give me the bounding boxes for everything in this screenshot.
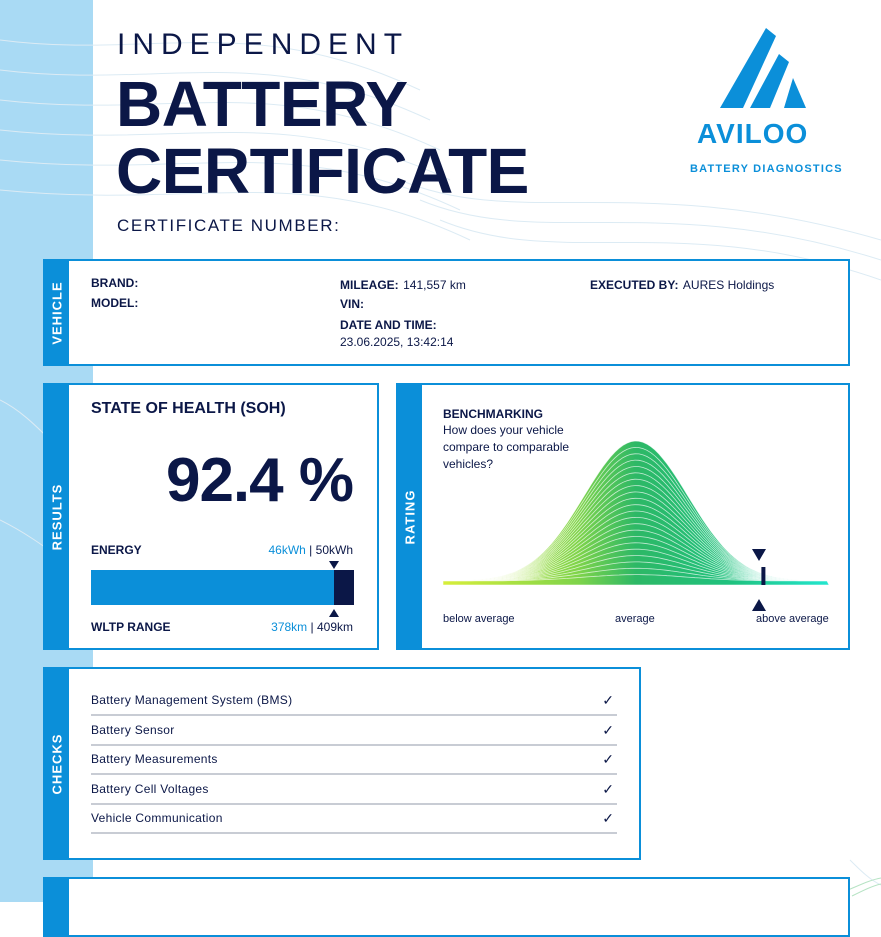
next-section-tab: [45, 879, 69, 935]
checks-tab: [45, 669, 69, 858]
check-label: Battery Sensor: [91, 722, 175, 737]
energy-original: 50kWh: [315, 543, 353, 557]
check-label: Battery Cell Voltages: [91, 781, 209, 796]
soh-bar: [91, 570, 354, 605]
checkmark-icon: ✓: [602, 810, 614, 826]
energy-current: 46kWh: [268, 543, 306, 557]
checkmark-icon: ✓: [602, 780, 614, 797]
energy-separator: |: [305, 543, 316, 557]
check-row: [91, 776, 617, 805]
mileage-label: MILEAGE:: [340, 278, 399, 292]
benchmark-title: BENCHMARKING: [443, 407, 543, 421]
checkmark-icon: ✓: [602, 721, 614, 738]
range-label: WLTP RANGE: [91, 620, 171, 634]
checkmark-icon: ✓: [602, 692, 614, 708]
rating-tab: [398, 385, 422, 648]
header-independent: INDEPENDENT: [117, 28, 410, 61]
title-battery: BATTERY: [116, 68, 408, 140]
range-values: [271, 620, 353, 634]
range-separator: |: [307, 620, 317, 634]
energy-values: [268, 543, 353, 557]
check-row: [91, 717, 617, 746]
datetime-label: DATE AND TIME:: [340, 318, 437, 332]
vin-label: VIN:: [340, 297, 364, 311]
benchmark-question: How does your vehicle compare to comparable vehicles?: [443, 423, 570, 471]
mileage-field: [340, 276, 466, 294]
axis-average: average: [615, 613, 655, 625]
executed-label: EXECUTED BY:: [590, 278, 679, 292]
executed-field: [590, 276, 774, 294]
soh-value: 92.4 %: [165, 446, 353, 515]
model-label: MODEL:: [91, 296, 139, 310]
vehicle-tab-label: VEHICLE: [49, 280, 65, 345]
range-marker-up-icon: [329, 609, 339, 617]
logo-wordmark: AVILOO: [697, 118, 809, 149]
check-row: [91, 746, 617, 775]
title-certificate: CERTIFICATE: [116, 135, 529, 207]
rating-marker: [761, 567, 765, 585]
certificate-number-label: CERTIFICATE NUMBER:: [117, 216, 341, 235]
vehicle-tab: [45, 261, 69, 364]
results-tab-label: RESULTS: [49, 483, 65, 550]
check-label: Vehicle Communication: [91, 811, 223, 825]
results-tab: [45, 385, 69, 648]
axis-below-average: below average: [443, 613, 515, 625]
datetime-value: 23.06.2025, 13:42:14: [340, 335, 454, 349]
check-row: [91, 805, 617, 834]
axis-above-average: above average: [756, 613, 829, 625]
range-original: 409km: [316, 620, 353, 634]
rating-marker-up-icon: [752, 599, 766, 611]
logo-tagline: BATTERY DIAGNOSTICS: [690, 163, 843, 175]
check-label: Battery Management System (BMS): [91, 693, 293, 707]
mileage-value: 141,557 km: [403, 278, 466, 292]
brand-label: BRAND:: [91, 276, 139, 290]
check-row: [91, 687, 617, 716]
vehicle-card: [43, 259, 850, 366]
benchmark-bell-curve: [443, 435, 829, 595]
checks-tab-label: CHECKS: [49, 733, 65, 794]
energy-label: ENERGY: [91, 543, 142, 557]
executed-value: AURES Holdings: [682, 278, 775, 292]
next-section-card: [43, 877, 850, 937]
checks-card: [43, 667, 641, 860]
checkmark-icon: ✓: [602, 751, 614, 767]
soh-title: STATE OF HEALTH (SOH): [91, 400, 286, 417]
soh-bar-loss: [334, 570, 354, 605]
check-label: Battery Measurements: [91, 752, 218, 766]
aviloo-logo-icon: [688, 28, 838, 178]
rating-card: [396, 383, 850, 650]
energy-marker-down-icon: [329, 561, 339, 569]
rating-marker-down-icon: [752, 549, 766, 561]
rating-tab-label: RATING: [402, 489, 418, 544]
results-card: [43, 383, 379, 650]
range-current: 378km: [271, 620, 308, 634]
